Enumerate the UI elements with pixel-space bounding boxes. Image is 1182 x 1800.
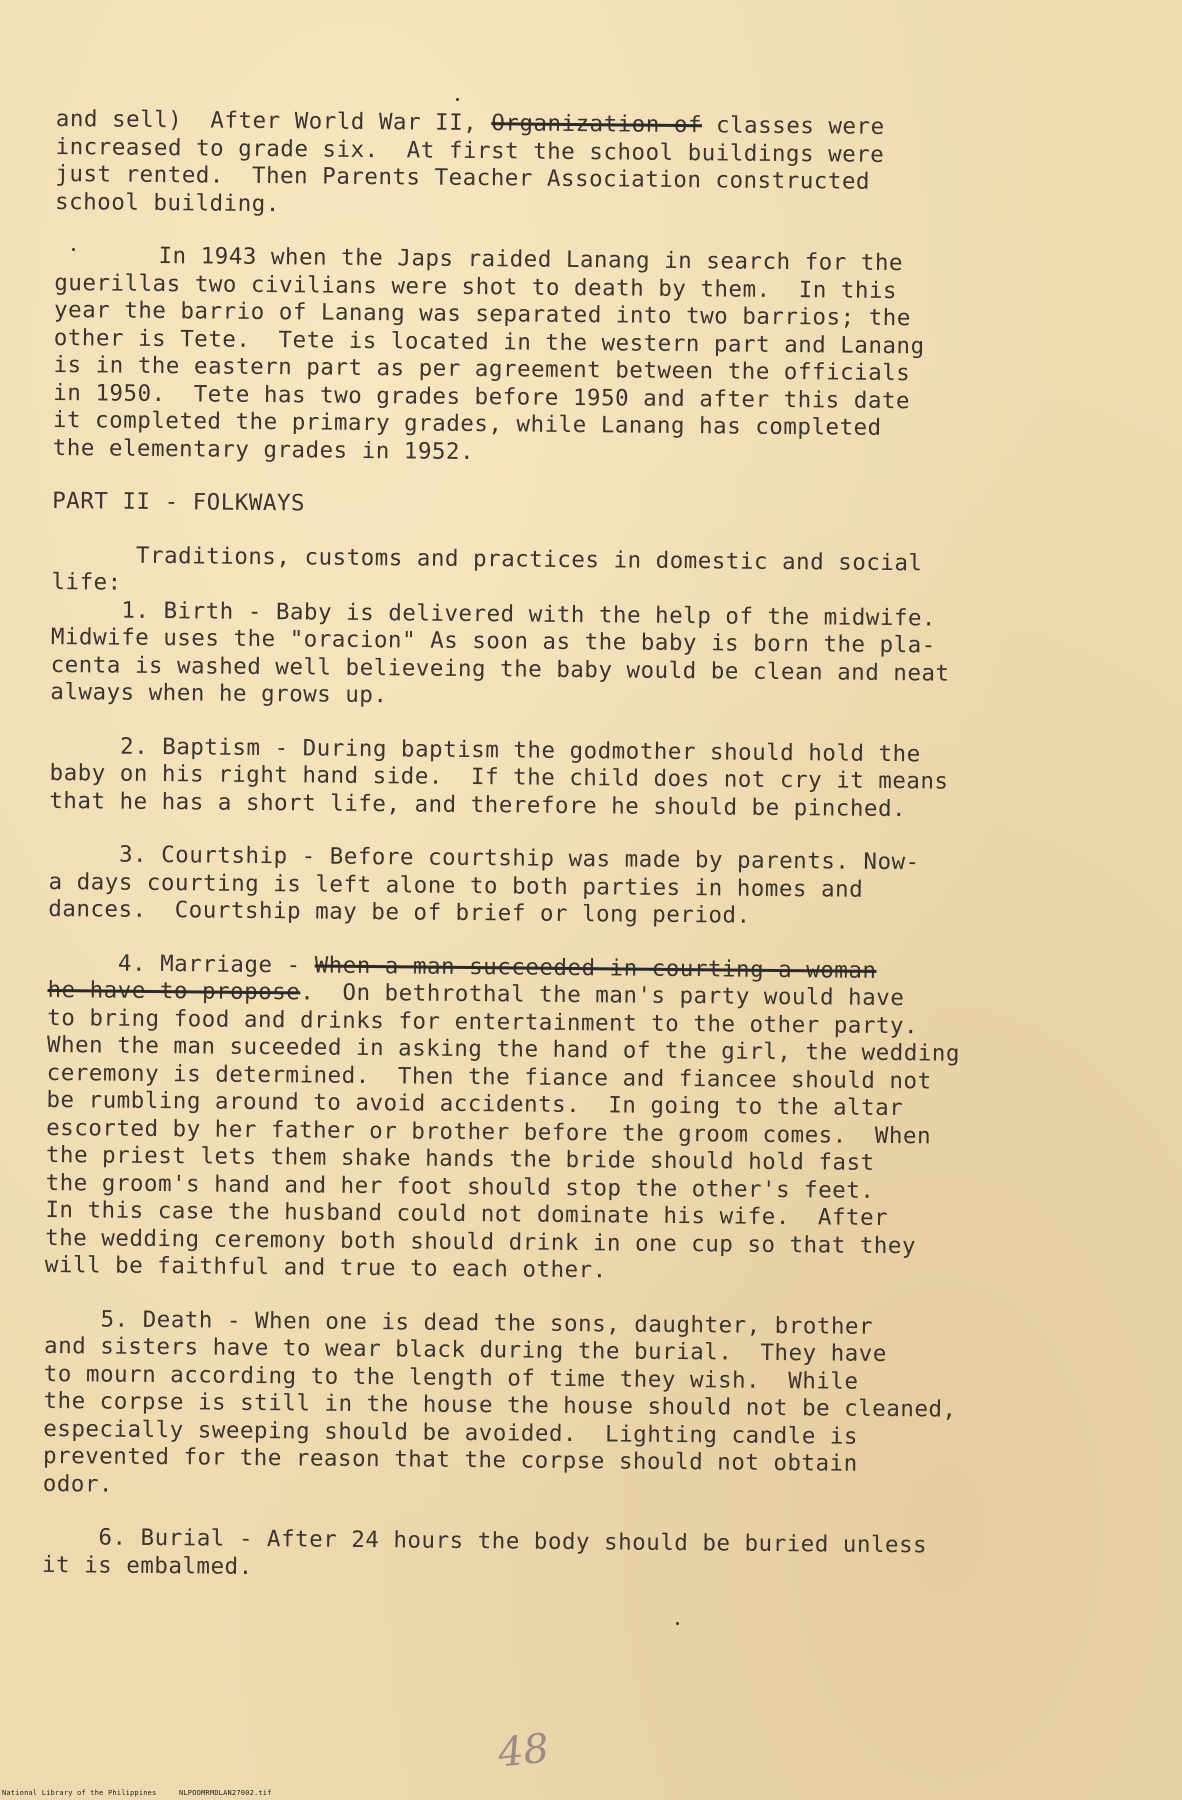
courtship-line: dances. Courtship may be of brief or long period.	[48, 895, 751, 929]
marriage-line: will be faithful and true to each other.	[44, 1251, 607, 1284]
marriage-line: escorted by her father or brother before the groom comes. When	[46, 1114, 932, 1149]
ink-speck	[72, 248, 75, 251]
footer-library: National Library of the Philippines	[2, 1789, 157, 1797]
baptism-line: 2. Baptism - During baptism the godmother should hold the	[49, 732, 921, 767]
birth-line: centa is washed well believeing the baby would be clean and neat	[50, 651, 950, 687]
paragraph-1943-line: other is Tete. Tete is located in the western part and Lanang	[53, 324, 925, 359]
death-line: especially sweeping should be avoided. Lighting candle is	[43, 1415, 859, 1450]
traditions-line: life:	[51, 568, 122, 596]
courtship-line: a days courting is left alone to both parties in homes and	[48, 868, 864, 903]
death-line: and sisters have to wear black during the burial. They have	[43, 1332, 887, 1368]
courtship-line: 3. Courtship - Before courtship was made by parents. Now-	[48, 840, 920, 876]
struck-text: When a man succeeded in courting a woman	[314, 952, 877, 984]
baptism-line: that he has a short life, and therefore he should be pinched.	[49, 787, 907, 822]
scan-footer	[2, 1789, 290, 1797]
paragraph-1943-line: year the barrio of Lanang was separated into two barrios; the	[53, 296, 911, 332]
struck-text: he have to propose	[47, 976, 301, 1006]
paragraph-1943-line: the elementary grades in 1952.	[52, 434, 475, 465]
marriage-line: the priest lets them shake hands the bride should hold fast	[45, 1141, 875, 1176]
paragraph-1943-line: in 1950. Tete has two grades before 1950 and after this date	[53, 379, 911, 414]
part-heading: PART II - FOLKWAYS	[52, 487, 306, 517]
death-line: odor.	[42, 1470, 114, 1498]
paragraph-1943-line: it completed the primary grades, while Lanang has completed	[52, 406, 882, 441]
marriage-line: the groom's hand and her foot should stop the other's feet.	[45, 1169, 875, 1204]
traditions-line: Traditions, customs and practices in domestic and social	[51, 541, 923, 576]
birth-line: always when he grows up.	[50, 678, 388, 709]
death-line: prevented for the reason that the corpse should not obtain	[42, 1442, 858, 1477]
marriage-line-2-end: . On bethrothal the man's party would have	[300, 979, 905, 1012]
ink-speck	[456, 98, 459, 101]
paragraph-1943-line: is in the eastern part as per agreement between the officials	[53, 351, 911, 387]
marriage-line: In this case the husband could not dominate his wife. After	[45, 1196, 889, 1232]
baptism-line: baby on his right hand side. If the child does not cry it means	[49, 759, 949, 795]
ink-speck	[676, 1622, 679, 1625]
footer-filename: NLPOOMRMDLAN27002.tif	[178, 1789, 272, 1797]
intro-line: increased to grade six. At first the school buildings were	[55, 133, 885, 168]
intro-line-1-start: and sell) After World War II,	[55, 106, 492, 137]
marriage-line: be rumbling around to avoid accidents. In going to the altar	[46, 1086, 904, 1122]
marriage-line: the wedding ceremony both should drink in one cup so that they	[45, 1224, 917, 1259]
marriage-line: When the man suceeded in asking the hand of the girl, the wedding	[46, 1031, 961, 1067]
burial-line: 6. Burial - After 24 hours the body should be buried unless	[42, 1523, 928, 1559]
intro-line: just rented. Then Parents Teacher Association constructed	[55, 160, 871, 195]
paragraph-1943-line: guerillas two civilians were shot to death by them. In this	[54, 269, 898, 304]
struck-text: Organization of	[491, 110, 703, 139]
intro-line: school building.	[54, 188, 280, 217]
birth-line: Midwife uses the "oracion" As soon as the baby is born the pla-	[50, 623, 936, 659]
death-line: to mourn according to the length of time they wish. While	[43, 1360, 859, 1395]
intro-line-1-end: classes were	[701, 112, 885, 140]
marriage-line: ceremony is determined. Then the fiance and fiancee should not	[46, 1059, 932, 1094]
marriage-label: 4. Marriage -	[47, 949, 315, 979]
paragraph-1943-line: In 1943 when the Japs raided Lanang in search for the	[158, 242, 904, 277]
death-line: the corpse is still in the house the house should not be cleaned,	[43, 1387, 957, 1423]
birth-line: 1. Birth - Baby is delivered with the help of the midwife.	[51, 596, 937, 631]
death-line: 5. Death - When one is dead the sons, daughter, brother	[44, 1305, 874, 1340]
typed-text-body	[42, 106, 1136, 1589]
burial-line: it is embalmed.	[41, 1551, 253, 1580]
handwritten-page-number: 48	[495, 1725, 552, 1777]
marriage-line: to bring food and drinks for entertainment to the other party.	[47, 1004, 919, 1039]
